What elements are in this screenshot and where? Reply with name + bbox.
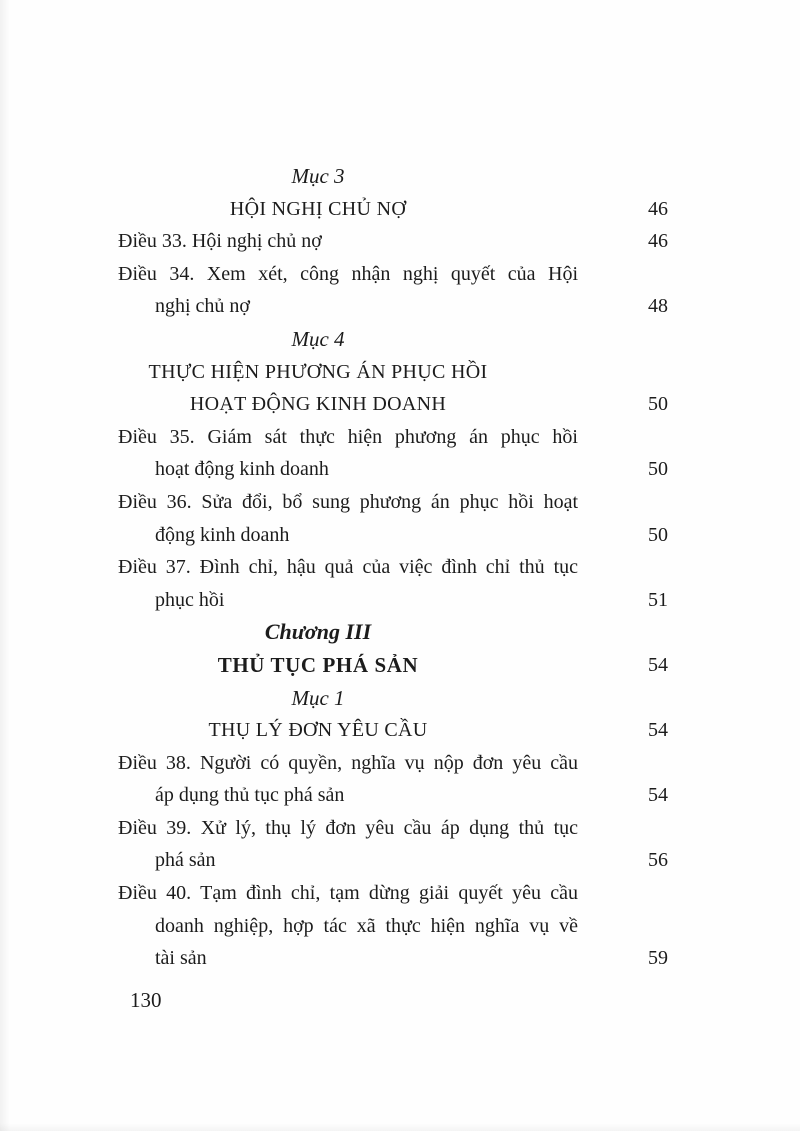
toc-line: Chương III xyxy=(264,619,372,645)
toc-list xyxy=(118,160,668,975)
toc-page-number: 46 xyxy=(648,230,668,253)
toc-section-label xyxy=(118,682,668,715)
toc-line: doanh nghiệp, hợp tác xã thực hiện nghĩa vụ về xyxy=(155,914,578,937)
toc-article-entry xyxy=(118,486,668,551)
toc-line: phá sản xyxy=(155,849,216,872)
toc-line: Mục 4 xyxy=(291,326,345,351)
toc-section-label xyxy=(118,323,668,356)
toc-article-entry xyxy=(118,258,668,323)
toc-page-number: 54 xyxy=(648,784,668,807)
toc-line: Điều 36. Sửa đổi, bổ sung phương án phục hồi hoạt xyxy=(118,490,578,513)
toc-page-number: 56 xyxy=(648,849,668,872)
toc-line: THỤ LÝ ĐƠN YÊU CẦU xyxy=(208,719,428,742)
toc-section-heading xyxy=(118,714,668,747)
scan-edge-shading-left xyxy=(0,0,10,1131)
toc-page-number: 54 xyxy=(648,719,668,742)
toc-page-number: 46 xyxy=(648,197,668,220)
toc-page-number: 50 xyxy=(648,393,668,416)
scan-edge-shading-bottom xyxy=(0,1123,800,1131)
toc-line: áp dụng thủ tục phá sản xyxy=(155,784,345,807)
toc-line: Điều 34. Xem xét, công nhận nghị quyết của Hội xyxy=(118,262,578,285)
toc-chapter-label xyxy=(118,616,668,649)
toc-page-number: 51 xyxy=(648,588,668,611)
toc-page-number: 54 xyxy=(648,653,668,676)
toc-line: Điều 40. Tạm đình chỉ, tạm dừng giải quyết yêu cầu xyxy=(118,882,578,905)
toc-line: hoạt động kinh doanh xyxy=(155,458,329,481)
toc-line: HOẠT ĐỘNG KINH DOANH xyxy=(189,393,447,416)
toc-page-number: 50 xyxy=(648,523,668,546)
toc-section-heading xyxy=(118,356,668,421)
footer-page-number: 130 xyxy=(130,988,162,1012)
toc-page-number: 48 xyxy=(648,295,668,318)
toc-page-number: 50 xyxy=(648,458,668,481)
toc-line: tài sản xyxy=(155,947,207,970)
toc-line: Mục 1 xyxy=(291,685,345,710)
toc-article-entry xyxy=(118,877,668,975)
toc-article-entry xyxy=(118,747,668,812)
toc-section-heading xyxy=(118,193,668,226)
toc-line: Điều 37. Đình chỉ, hậu quả của việc đình chỉ thủ tục xyxy=(118,556,578,579)
toc-article-entry xyxy=(118,551,668,616)
toc-line: THỰC HIỆN PHƯƠNG ÁN PHỤC HỒI xyxy=(148,360,488,383)
toc-line: Mục 3 xyxy=(291,164,345,188)
toc-article-entry xyxy=(118,421,668,486)
toc-line: Điều 35. Giám sát thực hiện phương án phục hồi xyxy=(118,425,578,448)
toc-section-label xyxy=(118,160,668,193)
toc-line: nghị chủ nợ xyxy=(155,295,251,318)
toc-article-entry xyxy=(118,225,668,258)
toc-line: động kinh doanh xyxy=(155,523,290,546)
toc-line: Điều 39. Xử lý, thụ lý đơn yêu cầu áp dụng thủ tục xyxy=(118,816,578,839)
toc-line: THỦ TỤC PHÁ SẢN xyxy=(217,652,419,677)
toc-line: HỘI NGHỊ CHỦ NỢ xyxy=(229,197,407,220)
toc-line: phục hồi xyxy=(155,588,225,611)
toc-line: Điều 33. Hội nghị chủ nợ xyxy=(118,230,322,253)
toc-article-entry xyxy=(118,812,668,877)
toc-page-number: 59 xyxy=(648,947,668,970)
toc-line: Điều 38. Người có quyền, nghĩa vụ nộp đơn yêu cầu xyxy=(118,751,578,774)
toc-chapter-heading xyxy=(118,649,668,682)
